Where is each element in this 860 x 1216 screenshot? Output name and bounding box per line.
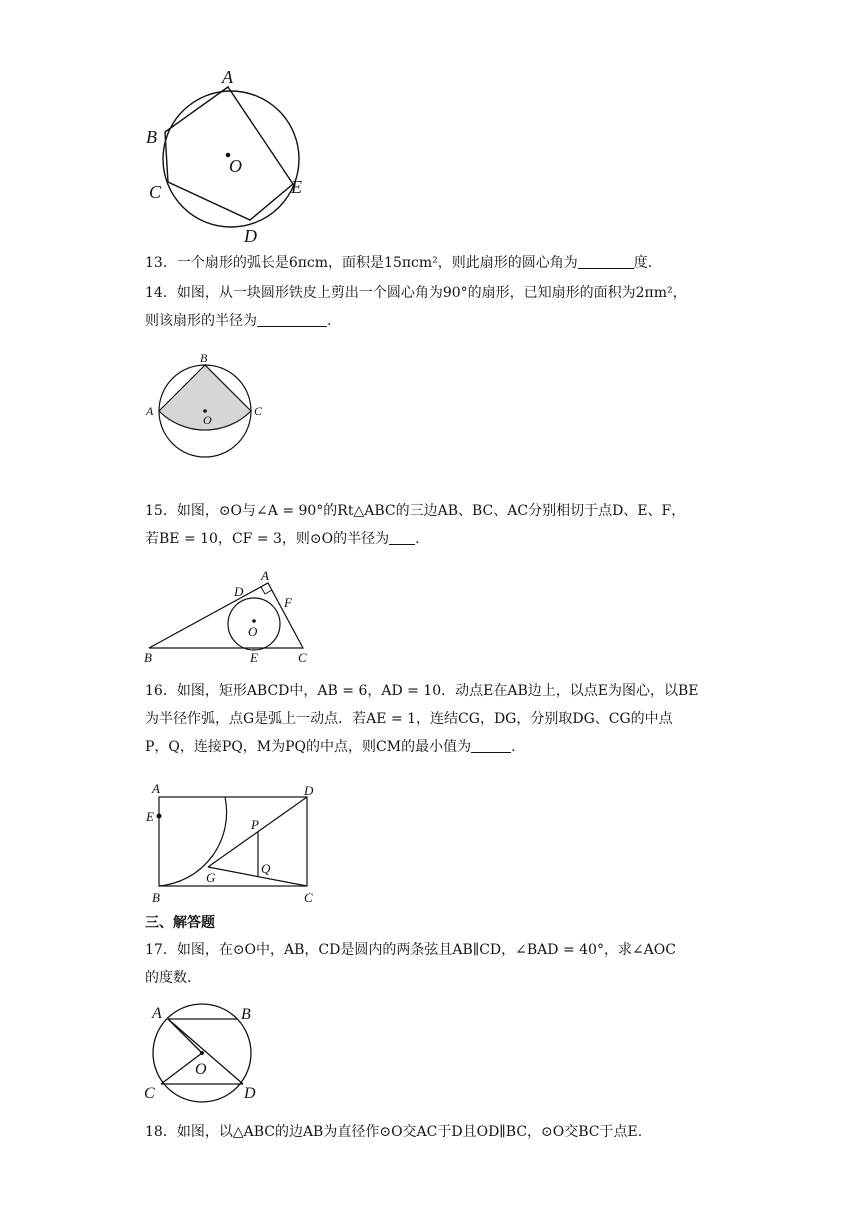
figure-15 — [142, 566, 322, 666]
label-b: B — [146, 127, 157, 147]
question-13-text: 13．一个扇形的弧长是6πcm，面积是15πcm²，则此扇形的圆心角为 — [145, 255, 578, 271]
label-e: E — [146, 809, 154, 824]
label-q: Q — [261, 861, 271, 876]
figure-12-svg — [140, 62, 320, 252]
question-15-line-2: 若BE = 10，CF = 3，则⊙O的半径为 — [145, 531, 390, 547]
figure-14 — [142, 348, 272, 448]
label-e: E — [250, 650, 258, 665]
label-o: O — [248, 624, 258, 639]
question-13 — [145, 249, 725, 277]
label-a: A — [222, 67, 233, 87]
section-heading: 三、解答题 — [145, 915, 215, 931]
label-d: D — [304, 783, 314, 798]
label-a: A — [146, 404, 154, 418]
question-17 — [145, 936, 725, 992]
figure-12 — [140, 62, 320, 252]
label-f: F — [284, 595, 292, 610]
question-14-line-2: 则该扇形的半径为 — [145, 313, 257, 329]
question-18 — [145, 1118, 725, 1146]
label-b: B — [144, 650, 152, 665]
question-16-line-3: P，Q，连接PQ，M为PQ的中点，则CM的最小值为 — [145, 739, 472, 755]
figure-15-svg — [142, 566, 322, 666]
question-18-line-1: 18．如图，以△ABC的边AB为直径作⊙O交AC于D且OD∥BC，⊙O交BC于点E. — [145, 1124, 643, 1140]
question-13-tail: 度. — [633, 255, 653, 271]
arc — [159, 797, 227, 886]
label-o: O — [195, 1061, 207, 1078]
center-dot — [252, 619, 256, 623]
label-e: E — [291, 177, 302, 197]
answer-blank-15[interactable] — [389, 530, 415, 545]
label-b: B — [241, 1006, 251, 1023]
figure-16-svg — [142, 780, 332, 905]
question-15-line-1: 15．如图，⊙O与∠A = 90°的Rt△ABC的三边AB、BC、AC分别相切于点D、E、F， — [145, 503, 686, 519]
label-o: O — [203, 413, 212, 427]
label-p: P — [251, 817, 259, 832]
question-17-line-1: 17．如图，在⊙O中，AB，CD是圆内的两条弦且AB∥CD，∠BAD = 40°，求∠AOC — [145, 942, 676, 958]
label-a: A — [261, 568, 269, 583]
question-14 — [145, 279, 725, 335]
segment-ao — [168, 1019, 202, 1053]
question-16-line-2: 为半径作弧，点G是弧上一动点．若AE = 1，连结CG，DG，分别取DG、CG的中点 — [145, 711, 673, 727]
label-b: B — [152, 890, 160, 905]
rectangle-abcd — [159, 797, 307, 886]
question-16-tail: . — [511, 739, 516, 755]
label-b: B — [200, 351, 208, 365]
label-d: D — [244, 1085, 256, 1102]
label-a: A — [152, 781, 160, 796]
label-c: C — [254, 404, 263, 418]
question-15-tail: . — [415, 531, 420, 547]
label-c: C — [298, 650, 307, 665]
figure-14-svg — [142, 348, 272, 448]
question-14-line-1: 14．如图，从一块圆形铁皮上剪出一个圆心角为90°的扇形，已知扇形的面积为2πm²， — [145, 285, 687, 301]
triangle-abc — [149, 583, 303, 648]
label-o: O — [229, 156, 242, 176]
figure-16 — [142, 780, 332, 905]
figure-17-svg — [140, 1002, 270, 1112]
label-g: G — [206, 870, 216, 885]
center-dot — [200, 1051, 204, 1055]
answer-blank-16[interactable] — [471, 738, 511, 753]
label-d: D — [234, 584, 244, 599]
label-a: A — [152, 1005, 162, 1022]
question-16 — [145, 677, 725, 761]
answer-blank-13[interactable] — [578, 254, 634, 269]
label-d: D — [244, 226, 257, 246]
answer-blank-14[interactable] — [257, 312, 327, 327]
figure-17 — [140, 1002, 270, 1112]
question-17-line-2: 的度数. — [145, 970, 192, 986]
question-15 — [145, 497, 725, 553]
label-c: C — [304, 890, 313, 905]
question-14-tail: . — [327, 313, 332, 329]
label-c: C — [149, 182, 162, 202]
label-c: C — [144, 1085, 155, 1102]
point-e-dot — [157, 814, 162, 819]
question-16-line-1: 16．如图，矩形ABCD中，AB = 6，AD = 10．动点E在AB边上，以点E为图心，以BE — [145, 683, 699, 699]
